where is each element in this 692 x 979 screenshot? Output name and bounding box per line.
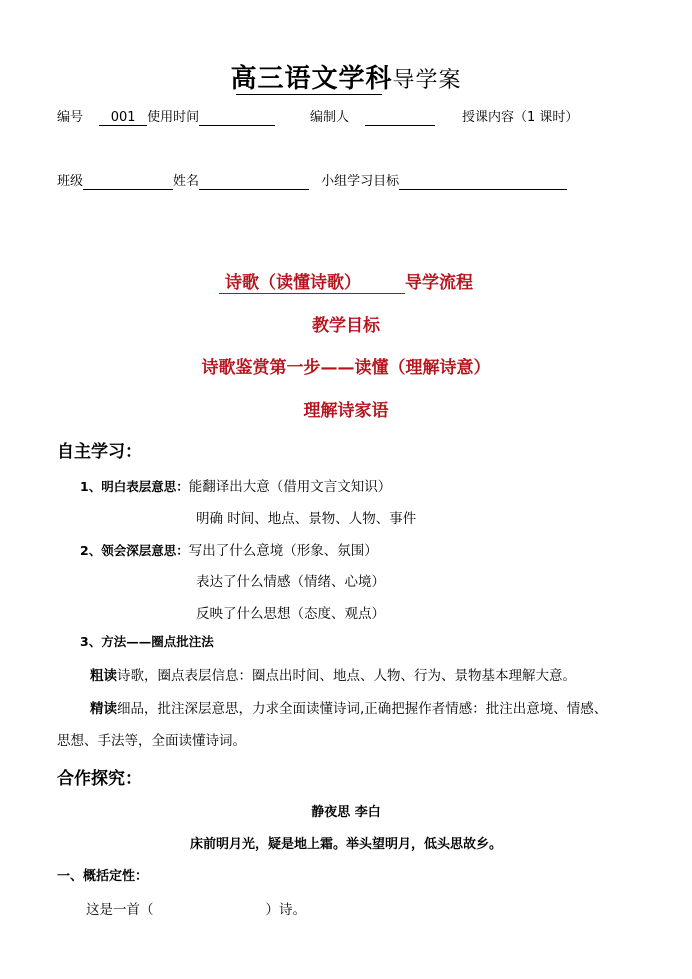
number-field[interactable] (99, 110, 147, 126)
fill-blank[interactable] (154, 902, 266, 918)
goal-label: 小组学习目标 (321, 174, 400, 189)
title-normal: 导学案 (392, 68, 462, 93)
item2-line2: 表达了什么情感（情绪、心境） (196, 574, 385, 590)
fill-blank-line (86, 898, 306, 918)
content-label: 授课内容（1 课时） (462, 110, 579, 125)
item2 (80, 539, 378, 559)
editor-label: 编制人 (310, 110, 350, 125)
editor-field[interactable] (365, 110, 435, 126)
fill-suffix: ）诗。 (265, 902, 306, 918)
goal-field[interactable] (399, 174, 567, 190)
item3-label: 3、方法——圈点批注法 (80, 634, 214, 649)
section1-heading: 一、概括定性： (57, 869, 149, 884)
fine-text-2: 思想、手法等，全面读懂诗词。 (57, 733, 246, 749)
title-bold: 高三语文学科 (230, 64, 393, 94)
rough-text: 诗歌，圈点表层信息：圈点出时间、地点、人物、行为、景物基本理解大意。 (117, 668, 576, 684)
cooperation-heading: 合作探究： (57, 769, 142, 789)
time-label: 使用时间 (147, 110, 200, 125)
number-label: 编号 (57, 110, 84, 125)
meta-row-2 (57, 170, 567, 190)
rough-reading (90, 664, 576, 684)
editor-group (310, 106, 435, 126)
time-field[interactable] (199, 110, 275, 126)
flow-text: 导学流程 (405, 273, 473, 293)
topic-heading (0, 268, 692, 294)
item2-line1: 写出了什么意境（形象、氛围） (188, 543, 378, 559)
topic-text: 诗歌（读懂诗歌） (225, 273, 361, 293)
poem-text: 床前明月光，疑是地上霜。举头望明月，低头思故乡。 (189, 837, 502, 852)
meta-row-1 (57, 106, 275, 126)
class-field[interactable] (83, 174, 173, 190)
fill-prefix: 这是一首（ (86, 902, 154, 918)
name-label: 姓名 (173, 174, 200, 189)
rough-bold: 粗读 (90, 668, 117, 684)
fine-reading (90, 697, 607, 717)
page-title (0, 58, 692, 95)
topic-underlined (219, 268, 405, 294)
objective-heading: 教学目标 (312, 316, 380, 336)
name-field[interactable] (199, 174, 309, 190)
class-label: 班级 (57, 174, 84, 189)
fine-bold: 精读 (90, 701, 117, 717)
item1-label: 1、明白表层意思： (80, 479, 189, 494)
poem-title: 静夜思 李白 (311, 805, 381, 820)
item1-line1: 能翻译出大意（借用文言文知识） (188, 479, 392, 495)
title-underline (236, 94, 382, 95)
self-study-heading: 自主学习： (57, 442, 142, 462)
item2-label: 2、领会深层意思： (80, 543, 189, 558)
understand-heading: 理解诗家语 (303, 401, 389, 421)
item2-line3: 反映了什么思想（态度、观点） (196, 606, 385, 622)
item1 (80, 475, 391, 495)
fine-text: 细品，批注深层意思，力求全面读懂诗词,正确把握作者情感：批注出意境、情感、 (117, 701, 608, 717)
number-value: 001 (110, 110, 136, 125)
item1-line2: 明确 时间、地点、景物、人物、事件 (196, 511, 417, 527)
step-heading: 诗歌鉴赏第一步——读懂（理解诗意） (201, 358, 491, 378)
